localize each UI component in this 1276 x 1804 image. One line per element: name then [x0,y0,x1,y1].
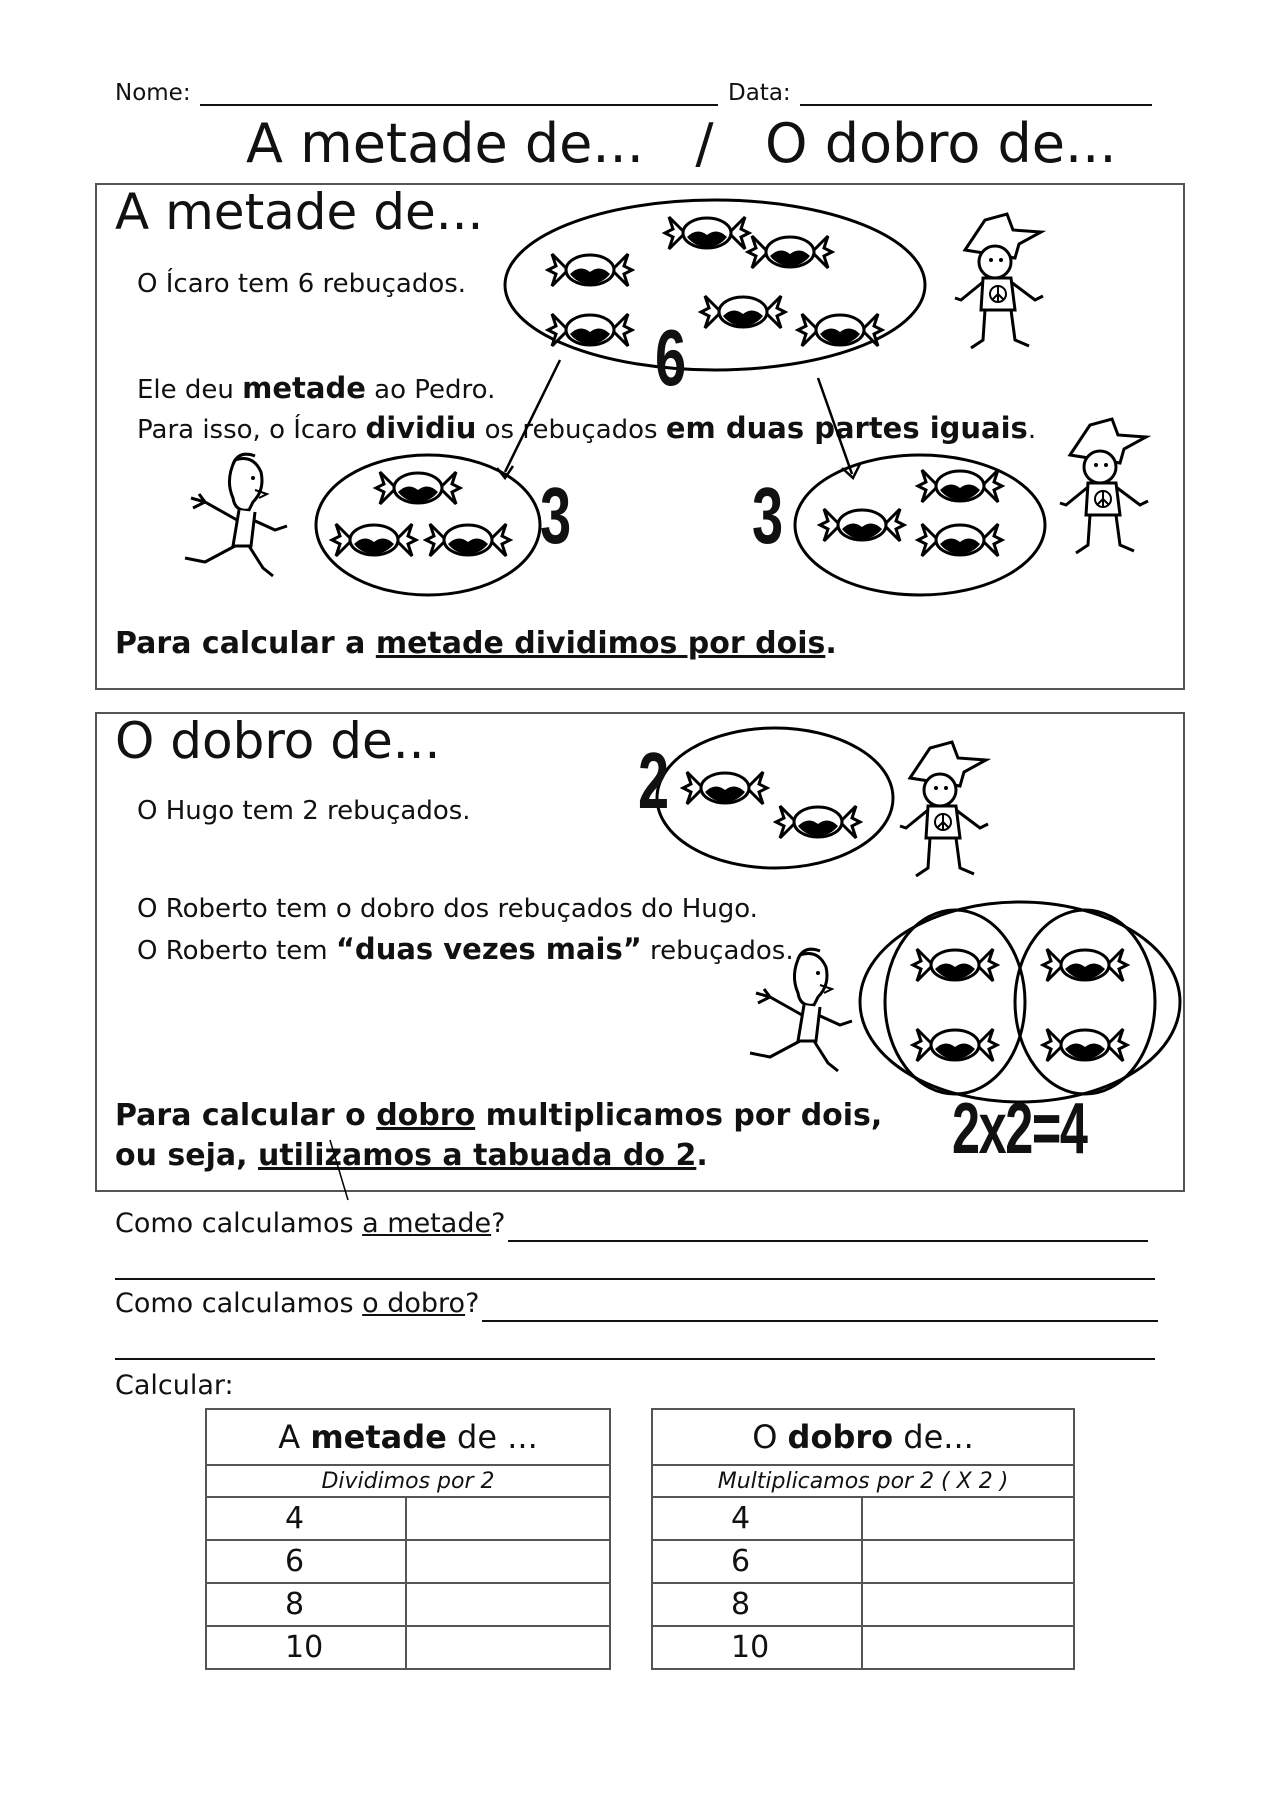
table-half-sub: Dividimos por 2 [206,1465,610,1497]
table-double-value: 10 [652,1626,862,1669]
table-half-value: 4 [206,1497,406,1540]
table-half-head: A metade de ... [206,1409,610,1465]
table-half-value: 6 [206,1540,406,1583]
equation: 2x2=4 [952,1089,1087,1169]
answer-double-line-2[interactable] [115,1358,1155,1360]
table-half [205,1408,611,1670]
page-title: A metade de... / O dobro de... [246,112,1117,175]
table-double [651,1408,1075,1670]
question-half: Como calculamos a metade? [115,1208,506,1239]
date-label: Data: [728,80,791,106]
double-line2: O Roberto tem o dobro dos rebuçados do Hugo. [137,894,758,924]
table-double-sub: Multiplicamos por 2 ( X 2 ) [652,1465,1074,1497]
double-section-title: O dobro de... [115,712,441,770]
table-double-answer[interactable] [862,1583,1074,1626]
hugo-figure [900,742,988,876]
total-six: 6 [655,313,685,402]
table-half-answer[interactable] [406,1626,610,1669]
double-rule-1: Para calcular o dobro multiplicamos por dois, [115,1098,883,1133]
half-line2: Ele deu metade ao Pedro. [137,371,496,405]
answer-half-line-1[interactable] [508,1240,1148,1242]
question-double: Como calculamos o dobro? [115,1288,480,1319]
right-three: 3 [752,471,782,560]
half-section-title: A metade de... [115,183,484,241]
table-double-head: O dobro de... [652,1409,1074,1465]
table-half-answer[interactable] [406,1497,610,1540]
table-half-value: 8 [206,1583,406,1626]
calc-label: Calcular: [115,1370,234,1401]
double-line1: O Hugo tem 2 rebuçados. [137,796,471,826]
answer-half-line-2[interactable] [115,1278,1155,1280]
table-double-value: 8 [652,1583,862,1626]
table-double-value: 6 [652,1540,862,1583]
table-double-answer[interactable] [862,1540,1074,1583]
double-line3: O Roberto tem “duas vezes mais” rebuçados. [137,932,794,966]
table-half-answer[interactable] [406,1540,610,1583]
half-line3: Para isso, o Ícaro dividiu os rebuçados em duas partes iguais. [137,411,1037,445]
half-line1: O Ícaro tem 6 rebuçados. [137,269,467,299]
hugo-two: 2 [638,736,668,825]
table-half-value: 10 [206,1626,406,1669]
double-rule-2: ou seja, utilizamos a tabuada do 2. [115,1138,708,1173]
answer-double-line-1[interactable] [482,1320,1158,1322]
half-rule: Para calcular a metade dividimos por dois. [115,626,837,661]
table-double-answer[interactable] [862,1497,1074,1540]
table-double-answer[interactable] [862,1626,1074,1669]
roberto-figure [750,949,852,1071]
name-label: Nome: [115,80,191,106]
table-double-value: 4 [652,1497,862,1540]
left-three: 3 [540,471,570,560]
table-half-answer[interactable] [406,1583,610,1626]
